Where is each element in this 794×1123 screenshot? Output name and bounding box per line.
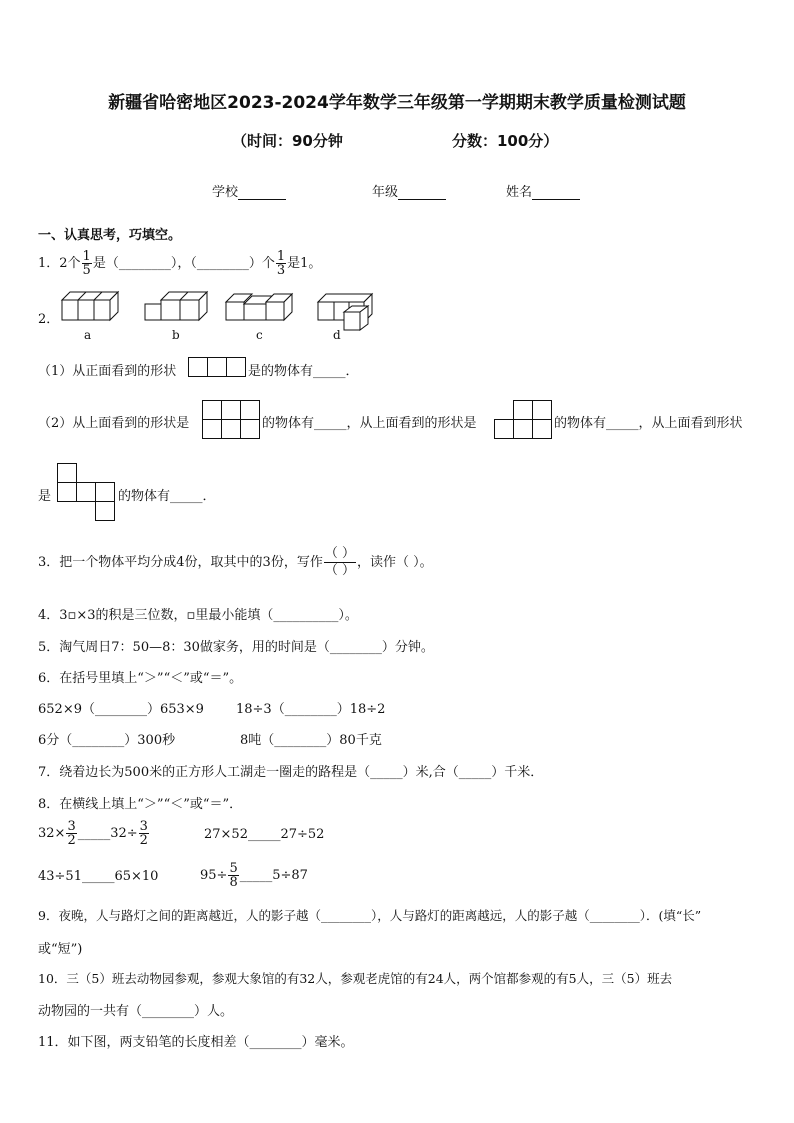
q3-frac-den[interactable]: （ ）	[324, 563, 355, 578]
cube-figure-c	[226, 290, 294, 322]
exam-time: （时间：90分钟	[232, 132, 343, 150]
question-9-line1: 9．夜晚，人与路灯之间的距离越近，人的影子越（________），人与路灯的距离越远，人的影子越（________）．(填“长”	[38, 908, 702, 923]
q1-frac1-den: 5	[82, 263, 91, 278]
q2-sub2-c: 的物体有_____，从上面看到形状	[554, 416, 743, 431]
q3-prefix: 3．把一个物体平均分成4份，取其中的3份，写作	[38, 555, 323, 570]
exam-score: 分数：100分）	[452, 132, 559, 150]
q8-d	[200, 862, 308, 889]
figure-c-label: c	[256, 328, 263, 342]
question-4: 4．3▫×3的积是三位数，▫里最小能填（__________）。	[38, 608, 358, 623]
q1-frac2-num: 1	[276, 249, 286, 264]
q8-d-prefix: 95÷	[200, 868, 228, 883]
figure-d-label: d	[333, 328, 341, 342]
q3-suffix: ，读作（ ）。	[356, 555, 433, 570]
section-heading: 一、认真思考，巧填空。	[38, 228, 182, 243]
q8-a-den2: 2	[139, 833, 148, 848]
q8-c: 43÷51_____65×10	[38, 869, 159, 884]
question-1	[38, 250, 321, 277]
question-11: 11．如下图，两支铅笔的长度相差（________）毫米。	[38, 1035, 354, 1050]
question-8: 8．在横线上填上“＞”“＜”或“＝”．	[38, 797, 243, 812]
q2-sub2-a: （2）从上面看到的形状是	[38, 416, 190, 431]
page-title: 新疆省哈密地区2023-2024学年数学三年级第一学期期末教学质量检测试题	[108, 93, 686, 113]
question-7: 7．绕着边长为500米的正方形人工湖走一圈走的路程是（_____）米,合（_____）千米．	[38, 765, 544, 780]
q2-sub1-suffix: 是的物体有_____．	[248, 364, 359, 379]
q1-mid: 是（________），（________）个	[92, 256, 275, 271]
name-label: 姓名	[506, 185, 533, 200]
q3-frac-num[interactable]: （ ）	[324, 546, 355, 561]
q2-sub2-d-suffix: 的物体有_____．	[118, 489, 216, 504]
question-3	[38, 546, 433, 579]
q8-b: 27×52_____27÷52	[204, 827, 325, 842]
q8-a-den: 2	[67, 833, 76, 848]
q1-suffix: 是1。	[287, 256, 322, 271]
q1-frac1-num: 1	[82, 249, 91, 264]
q3-fraction	[324, 546, 356, 579]
q8-a-mid: _____32÷	[77, 826, 138, 841]
cube-figure-b	[145, 290, 209, 322]
q2-sub2-b: 的物体有_____，从上面看到的形状是	[262, 416, 477, 431]
q6-row2b: 8吨（________）80千克	[240, 733, 382, 748]
q8-a-fraction-1	[66, 820, 76, 847]
question-5: 5．淘气周日7：50—8：30做家务，用的时间是（________）分钟。	[38, 640, 434, 655]
grade-label: 年级	[372, 185, 399, 200]
cube-figure-a	[62, 290, 122, 322]
cube-figure-d	[318, 290, 382, 330]
grade-blank[interactable]	[398, 186, 446, 200]
q1-fraction-2	[276, 250, 286, 277]
name-blank[interactable]	[532, 186, 580, 200]
school-field	[212, 181, 286, 200]
q1-prefix: 1．2个	[38, 256, 81, 271]
name-field	[506, 181, 580, 200]
q6-row1a: 652×9（________）653×9	[38, 702, 204, 717]
q6-row1b: 18÷3（________）18÷2	[236, 702, 386, 717]
question-10-line1: 10．三（5）班去动物园参观，参观大象馆的有32人，参观老虎馆的有24人，两个馆都参观的有5人，三（5）班去	[38, 971, 673, 986]
q2-sub1-prefix: （1）从正面看到的形状	[38, 364, 177, 379]
school-label: 学校	[212, 185, 239, 200]
q1-frac2-den: 3	[276, 263, 286, 278]
school-blank[interactable]	[238, 186, 286, 200]
question-10-line2: 动物园的一共有（________）人。	[38, 1004, 234, 1019]
grade-field	[372, 181, 446, 200]
q8-a-num: 3	[67, 819, 76, 834]
q2-number: 2．	[38, 312, 60, 327]
figure-b-label: b	[172, 328, 180, 342]
figure-a-label: a	[84, 328, 92, 342]
q1-fraction-1	[82, 250, 92, 277]
q8-d-den: 8	[229, 875, 238, 890]
q8-a-fraction-2	[139, 820, 149, 847]
q6-row2a: 6分（________）300秒	[38, 733, 176, 748]
q8-a-num2: 3	[139, 819, 148, 834]
question-9-line2: 或“短”)	[38, 942, 83, 957]
q2-sub2-d-prefix: 是	[38, 489, 52, 504]
q8-d-suffix: _____5÷87	[239, 868, 308, 883]
q8-d-fraction	[228, 862, 238, 889]
q8-a-prefix: 32×	[38, 826, 66, 841]
q8-a	[38, 820, 150, 847]
q8-d-num: 5	[229, 861, 238, 876]
question-6: 6．在括号里填上“＞”“＜”或“＝”。	[38, 671, 243, 686]
